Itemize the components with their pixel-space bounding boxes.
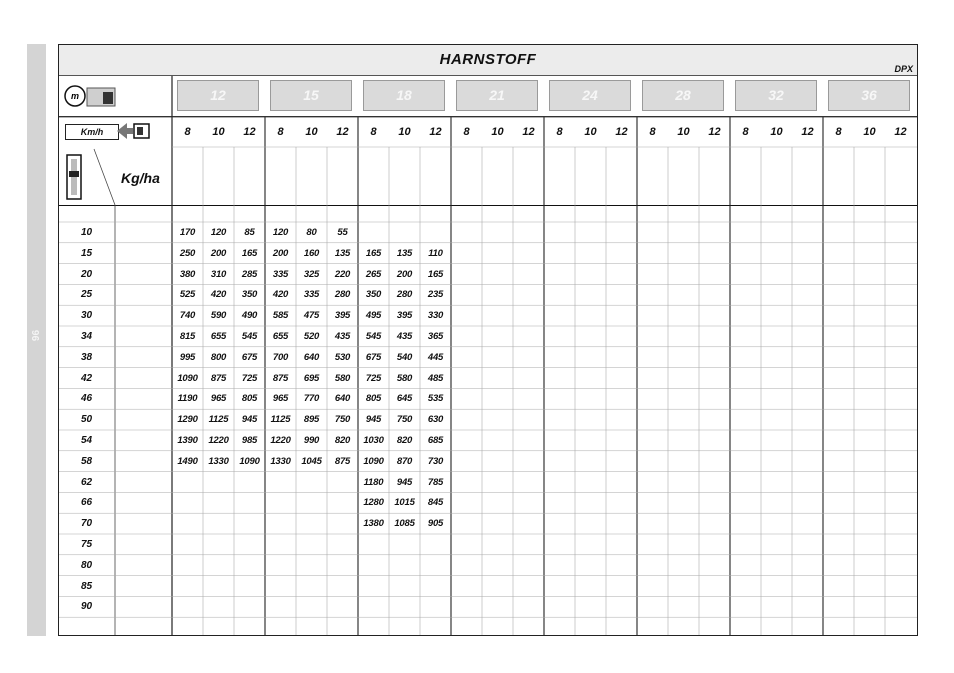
- speed-cell: 12: [429, 126, 442, 138]
- rate-cell: 1220: [208, 435, 229, 446]
- model-code: DPX: [894, 64, 913, 74]
- rate-cell: 1280: [363, 497, 384, 509]
- rate-cell: 640: [334, 393, 351, 405]
- rate-cell: 725: [241, 372, 258, 384]
- working-width-1: 15: [270, 80, 352, 111]
- rate-cell: 420: [210, 289, 227, 301]
- rate-cell: 200: [272, 247, 289, 259]
- speed-cell: 8: [463, 126, 470, 138]
- rate-cell: 750: [396, 414, 413, 426]
- rate-cell: 310: [210, 268, 227, 280]
- rate-cell: 545: [365, 331, 382, 342]
- rate-cell: 445: [427, 351, 444, 363]
- rate-cell: 675: [241, 351, 258, 363]
- setting-value: 25: [80, 289, 93, 301]
- header-divider: [59, 205, 917, 206]
- page-number: 96: [31, 329, 42, 342]
- rate-cell: 535: [427, 393, 444, 405]
- setting-value: 54: [80, 435, 93, 446]
- speed-cell: 12: [894, 126, 907, 138]
- rate-cell: 730: [427, 455, 444, 467]
- rate-cell: 165: [241, 247, 258, 259]
- rate-cell: 805: [365, 393, 382, 405]
- setting-value: 90: [80, 601, 93, 613]
- rate-cell: 1390: [177, 435, 198, 446]
- working-width-6: 32: [735, 80, 817, 111]
- rate-cell: 135: [334, 247, 351, 259]
- rate-cell: 655: [210, 331, 227, 342]
- rate-cell: 380: [179, 268, 196, 280]
- rate-cell: 160: [303, 247, 320, 259]
- rate-cell: 545: [241, 331, 258, 342]
- setting-value: 80: [80, 559, 93, 571]
- working-width-5: 28: [642, 80, 724, 111]
- rate-cell: 1085: [394, 518, 415, 530]
- rate-cell: 335: [303, 289, 320, 301]
- rate-cell: 1090: [239, 455, 260, 467]
- rate-cell: 120: [272, 227, 289, 238]
- rate-cell: 590: [210, 310, 227, 322]
- rate-cell: 220: [334, 268, 351, 280]
- rate-cell: 995: [179, 351, 196, 363]
- rate-cell: 325: [303, 268, 320, 280]
- rate-cell: 495: [365, 310, 382, 322]
- speed-unit-label: Km/h: [65, 124, 119, 140]
- speed-row: [59, 117, 917, 147]
- rate-cell: 80: [306, 227, 317, 238]
- rate-cell: 945: [396, 476, 413, 488]
- rate-cell: 165: [365, 247, 382, 259]
- rate-cell: 285: [241, 268, 258, 280]
- rate-cell: 580: [334, 372, 351, 384]
- working-width-7: 36: [828, 80, 910, 111]
- rate-cell: 1380: [363, 518, 384, 530]
- rate-cell: 770: [303, 393, 320, 405]
- rate-cell: 250: [179, 247, 196, 259]
- rate-unit-label: Kg/ha: [121, 170, 160, 186]
- title-bar: [59, 45, 917, 76]
- rate-cell: 475: [303, 310, 320, 322]
- rate-cell: 1125: [270, 414, 291, 426]
- rate-cell: 435: [334, 331, 351, 342]
- rate-cell: 580: [396, 372, 413, 384]
- rate-cell: 645: [396, 393, 413, 405]
- rate-cell: 800: [210, 351, 227, 363]
- rate-cell: 820: [396, 435, 413, 446]
- rate-cell: 1090: [363, 455, 384, 467]
- speed-cell: 8: [277, 126, 284, 138]
- rate-cell: 1220: [270, 435, 291, 446]
- setting-value: 46: [80, 393, 93, 405]
- speed-cell: 12: [801, 126, 814, 138]
- rate-table-sheet: [58, 44, 918, 636]
- speed-cell: 12: [615, 126, 628, 138]
- rate-cell: 265: [365, 268, 382, 280]
- rate-cell: 1045: [301, 455, 322, 467]
- speed-cell: 10: [863, 126, 876, 138]
- setting-value: 85: [80, 580, 93, 592]
- rate-cell: 820: [334, 435, 351, 446]
- grid-diagonal-line: [94, 149, 115, 205]
- working-width-3: 21: [456, 80, 538, 111]
- speed-cell: 10: [398, 126, 411, 138]
- rate-cell: 85: [244, 227, 255, 238]
- setting-value: 15: [80, 247, 93, 259]
- rate-cell: 395: [334, 310, 351, 322]
- rate-cell: 965: [210, 393, 227, 405]
- rate-cell: 945: [365, 414, 382, 426]
- rate-cell: 1015: [394, 497, 415, 509]
- dosing-slider-icon: [64, 153, 84, 201]
- rate-cell: 875: [210, 372, 227, 384]
- rate-cell: 350: [365, 289, 382, 301]
- rate-cell: 1190: [177, 393, 198, 405]
- setting-value: 34: [80, 331, 93, 342]
- tractor-speed-icon: [117, 120, 151, 142]
- rate-cell: 695: [303, 372, 320, 384]
- rate-cell: 630: [427, 414, 444, 426]
- rate-cell: 365: [427, 331, 444, 342]
- rate-cell: 875: [272, 372, 289, 384]
- rate-cell: 1490: [177, 455, 198, 467]
- rate-cell: 1330: [208, 455, 229, 467]
- speed-cell: 8: [556, 126, 563, 138]
- setting-value: 58: [80, 455, 93, 467]
- speed-cell: 8: [184, 126, 191, 138]
- rate-cell: 170: [179, 227, 196, 238]
- setting-value: 70: [80, 518, 93, 530]
- rate-cell: 280: [396, 289, 413, 301]
- working-width-row: [59, 76, 917, 117]
- rate-cell: 655: [272, 331, 289, 342]
- rate-cell: 110: [428, 247, 443, 259]
- setting-value: 62: [80, 476, 93, 488]
- rate-cell: 640: [303, 351, 320, 363]
- rate-cell: 435: [396, 331, 413, 342]
- rate-cell: 985: [241, 435, 258, 446]
- speed-cell: 10: [677, 126, 690, 138]
- working-width-4: 24: [549, 80, 631, 111]
- rate-cell: 1030: [363, 435, 384, 446]
- rate-cell: 805: [241, 393, 258, 405]
- rate-cell: 335: [272, 268, 289, 280]
- rate-cell: 490: [241, 310, 258, 322]
- rate-cell: 785: [427, 476, 444, 488]
- setting-value: 30: [80, 310, 93, 322]
- speed-cell: 10: [770, 126, 783, 138]
- rate-cell: 845: [427, 497, 444, 509]
- rate-cell: 1330: [270, 455, 291, 467]
- rate-cell: 420: [272, 289, 289, 301]
- speed-cell: 12: [522, 126, 535, 138]
- spreader-width-icon: [63, 80, 123, 112]
- setting-value: 20: [80, 268, 93, 280]
- speed-cell: 8: [649, 126, 656, 138]
- rate-cell: 895: [303, 414, 320, 426]
- rate-cell: 990: [303, 435, 320, 446]
- rate-cell: 875: [334, 455, 351, 467]
- rate-cell: 740: [179, 310, 196, 322]
- svg-text:m: m: [70, 91, 80, 101]
- rate-cell: 520: [303, 331, 320, 342]
- table-title: HARNSTOFF: [439, 51, 537, 68]
- rate-cell: 165: [427, 268, 444, 280]
- rate-cell: 870: [396, 455, 413, 467]
- rate-cell: 725: [365, 372, 382, 384]
- rate-cell: 55: [337, 227, 348, 238]
- rate-cell: 1125: [208, 414, 229, 426]
- setting-value: 66: [80, 497, 93, 509]
- speed-cell: 12: [243, 126, 256, 138]
- speed-cell: 10: [305, 126, 318, 138]
- rate-cell: 235: [427, 289, 444, 301]
- rate-cell: 485: [427, 372, 444, 384]
- rate-cell: 685: [427, 435, 444, 446]
- rate-cell: 1180: [363, 476, 384, 488]
- rate-cell: 120: [210, 227, 227, 238]
- rate-cell: 965: [272, 393, 289, 405]
- rate-cell: 200: [396, 268, 413, 280]
- setting-value: 10: [80, 227, 93, 238]
- speed-cell: 10: [212, 126, 225, 138]
- rate-cell: 280: [334, 289, 351, 301]
- speed-cell: 8: [835, 126, 842, 138]
- speed-cell: 8: [742, 126, 749, 138]
- speed-cell: 12: [708, 126, 721, 138]
- rate-cell: 750: [334, 414, 351, 426]
- setting-value: 38: [80, 351, 93, 363]
- rate-cell: 1090: [177, 372, 198, 384]
- rate-cell: 330: [427, 310, 444, 322]
- setting-value: 42: [80, 372, 93, 384]
- rate-cell: 905: [427, 518, 444, 530]
- rate-cell: 675: [365, 351, 382, 363]
- working-width-0: 12: [177, 80, 259, 111]
- rate-cell: 350: [241, 289, 258, 301]
- rate-cell: 200: [210, 247, 227, 259]
- rate-cell: 700: [272, 351, 289, 363]
- speed-cell: 12: [336, 126, 349, 138]
- rate-cell: 540: [396, 351, 413, 363]
- speed-cell: 8: [370, 126, 377, 138]
- rate-cell: 395: [396, 310, 413, 322]
- rate-cell: 135: [396, 247, 413, 259]
- rate-cell: 585: [272, 310, 289, 322]
- rate-cell: 945: [241, 414, 258, 426]
- rate-cell: 525: [179, 289, 196, 301]
- speed-cell: 10: [584, 126, 597, 138]
- setting-value: 75: [80, 539, 93, 550]
- rate-cell: 815: [179, 331, 196, 342]
- working-width-2: 18: [363, 80, 445, 111]
- setting-value: 50: [80, 414, 93, 426]
- speed-cell: 10: [491, 126, 504, 138]
- rate-cell: 1290: [177, 414, 198, 426]
- rate-cell: 530: [334, 351, 351, 363]
